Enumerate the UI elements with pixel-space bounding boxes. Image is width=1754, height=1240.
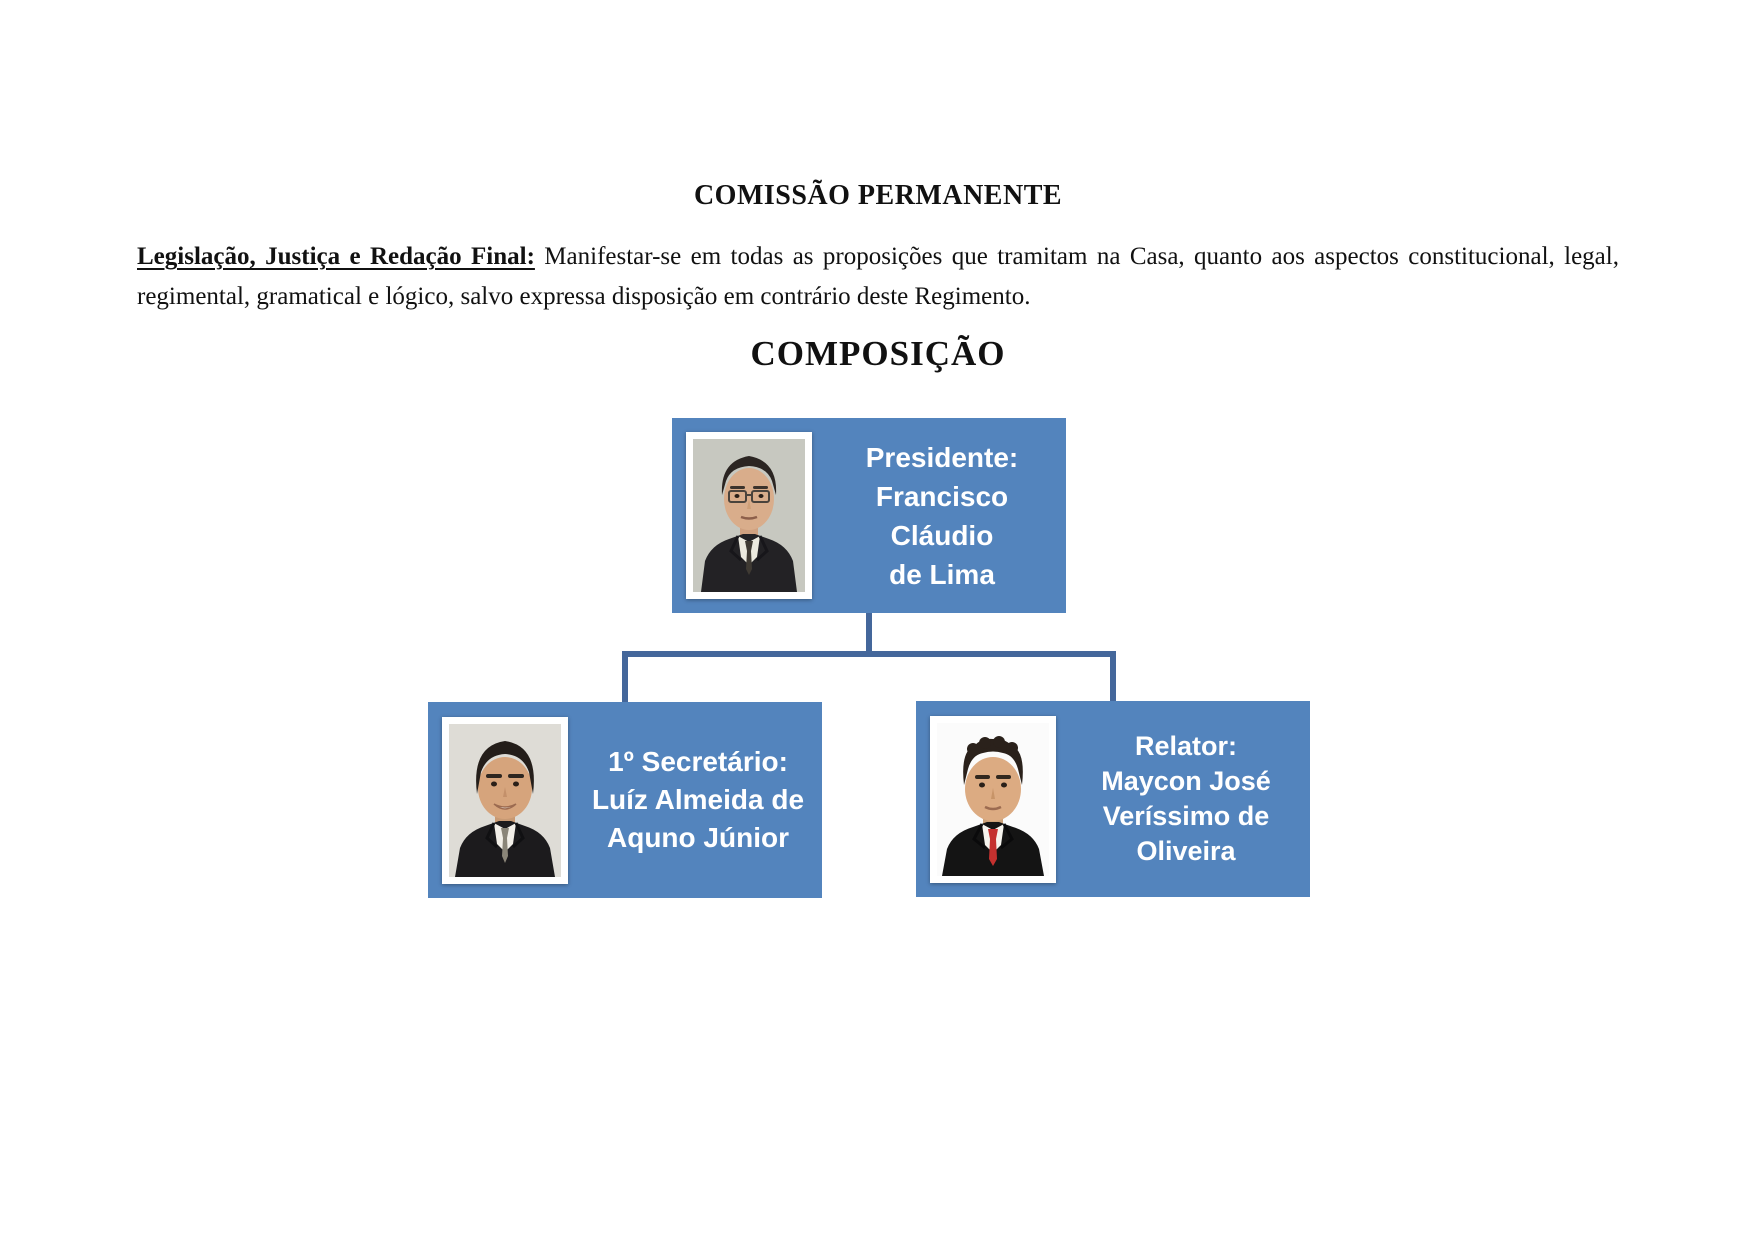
relator-photo-frame	[930, 716, 1056, 883]
secretario-portrait-photo	[449, 724, 561, 877]
org-box-line: Oliveira	[1136, 836, 1236, 866]
org-box-line: Veríssimo de	[1102, 801, 1270, 831]
org-box-line: Relator:	[1134, 731, 1237, 761]
committee-description-text: Manifestar-se em todas as proposições que tramitam na Casa, quanto aos aspectos constitucional, legal, regimental, gramatical e lógico, salvo expressa disposição em contrário deste Regimento.	[137, 243, 1619, 310]
org-box-secretario	[428, 702, 822, 898]
org-box-line: Presidente:	[865, 441, 1019, 473]
org-box-presidente	[672, 418, 1066, 613]
secretario-label	[582, 743, 822, 857]
presidente-portrait-photo	[693, 439, 805, 592]
org-box-line: 1º Secretário:	[608, 746, 788, 777]
composition-heading: COMPOSIÇÃO	[750, 334, 1006, 373]
presidente-photo-frame	[686, 432, 812, 599]
org-box-line: Maycon José	[1101, 766, 1271, 796]
org-box-relator	[916, 701, 1310, 897]
connector-top-stub	[866, 611, 872, 654]
relator-portrait-photo	[937, 723, 1049, 876]
connector-left-drop	[622, 651, 628, 703]
connector-right-drop	[1110, 651, 1116, 703]
presidente-label	[826, 438, 1066, 594]
org-box-line: de Lima	[889, 558, 995, 590]
page-title: COMISSÃO PERMANENTE	[693, 180, 1063, 211]
connector-horizontal	[622, 651, 1116, 657]
org-box-line: Luíz Almeida de	[591, 784, 805, 815]
secretario-photo-frame	[442, 717, 568, 884]
org-box-line: Aquno Júnior	[607, 822, 789, 853]
committee-description	[137, 237, 1619, 317]
committee-name: Legislação, Justiça e Redação Final:	[137, 243, 535, 270]
relator-label	[1070, 729, 1310, 869]
org-box-line: Francisco Cláudio	[875, 480, 1009, 551]
